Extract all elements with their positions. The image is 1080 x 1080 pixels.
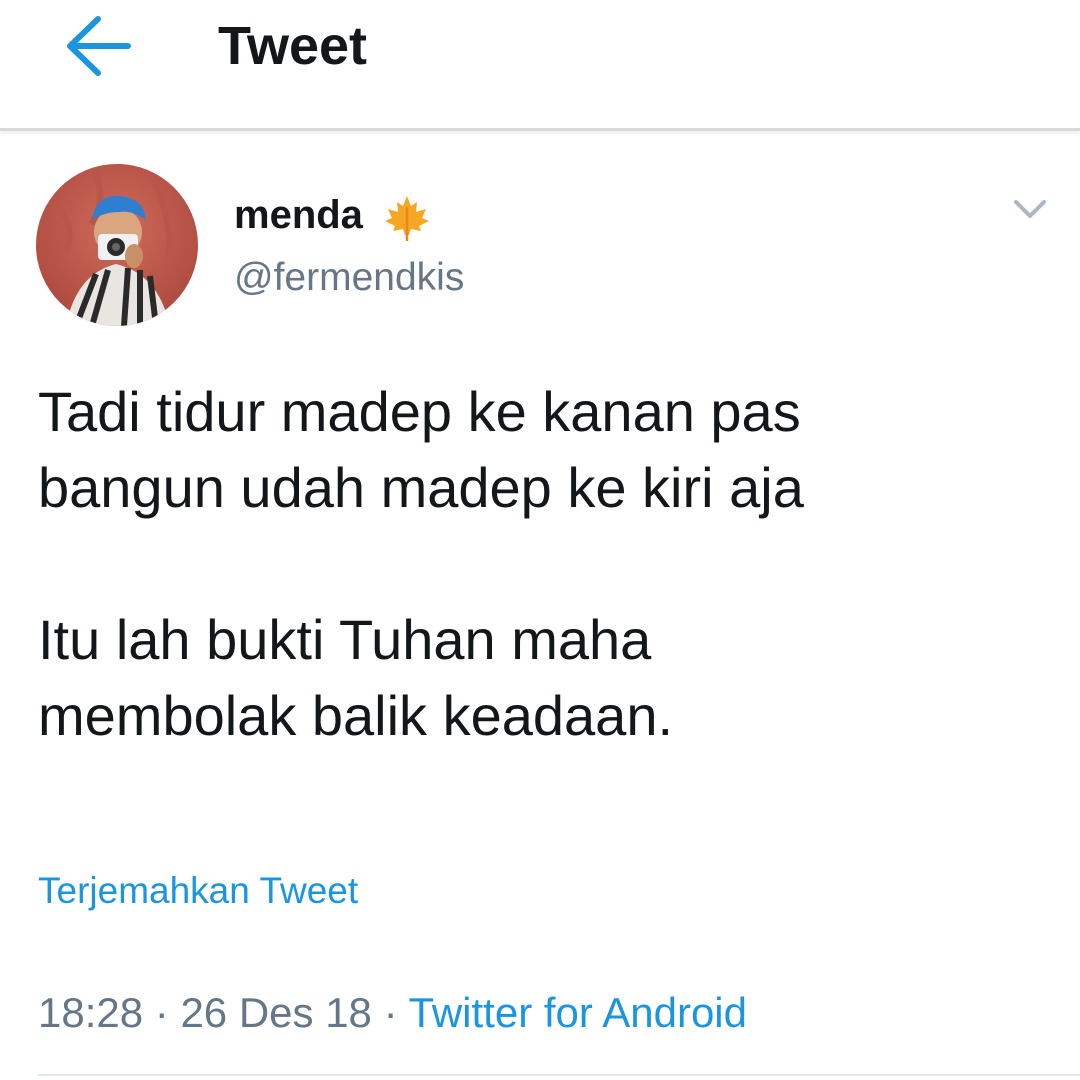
tweet-source-link[interactable]: Twitter for Android: [408, 989, 747, 1036]
tweet-time: 18:28: [38, 989, 144, 1036]
author-display-name[interactable]: menda: [234, 193, 363, 237]
author-handle[interactable]: @fermendkis: [234, 256, 465, 299]
divider: [38, 1074, 1080, 1076]
top-app-bar: [0, 0, 1080, 131]
avatar-photo: [36, 164, 198, 326]
maple-leaf-icon: [382, 193, 432, 243]
back-button[interactable]: [52, 10, 142, 82]
page-title: Tweet: [218, 16, 368, 76]
avatar[interactable]: [36, 164, 198, 326]
tweet-metadata: [38, 986, 747, 1040]
arrow-left-icon: [62, 13, 132, 79]
translate-tweet-link[interactable]: Terjemahkan Tweet: [38, 870, 359, 911]
tweet-date: 26 Des 18: [180, 989, 372, 1036]
tweet-text: Tadi tidur madep ke kanan pas bangun udah madep ke kiri aja Itu lah bukti Tuhan maha membolak balik keadaan.: [38, 380, 804, 747]
chevron-down-icon[interactable]: [1010, 192, 1050, 226]
meta-separator: ·: [383, 989, 398, 1036]
meta-separator: ·: [154, 989, 169, 1036]
